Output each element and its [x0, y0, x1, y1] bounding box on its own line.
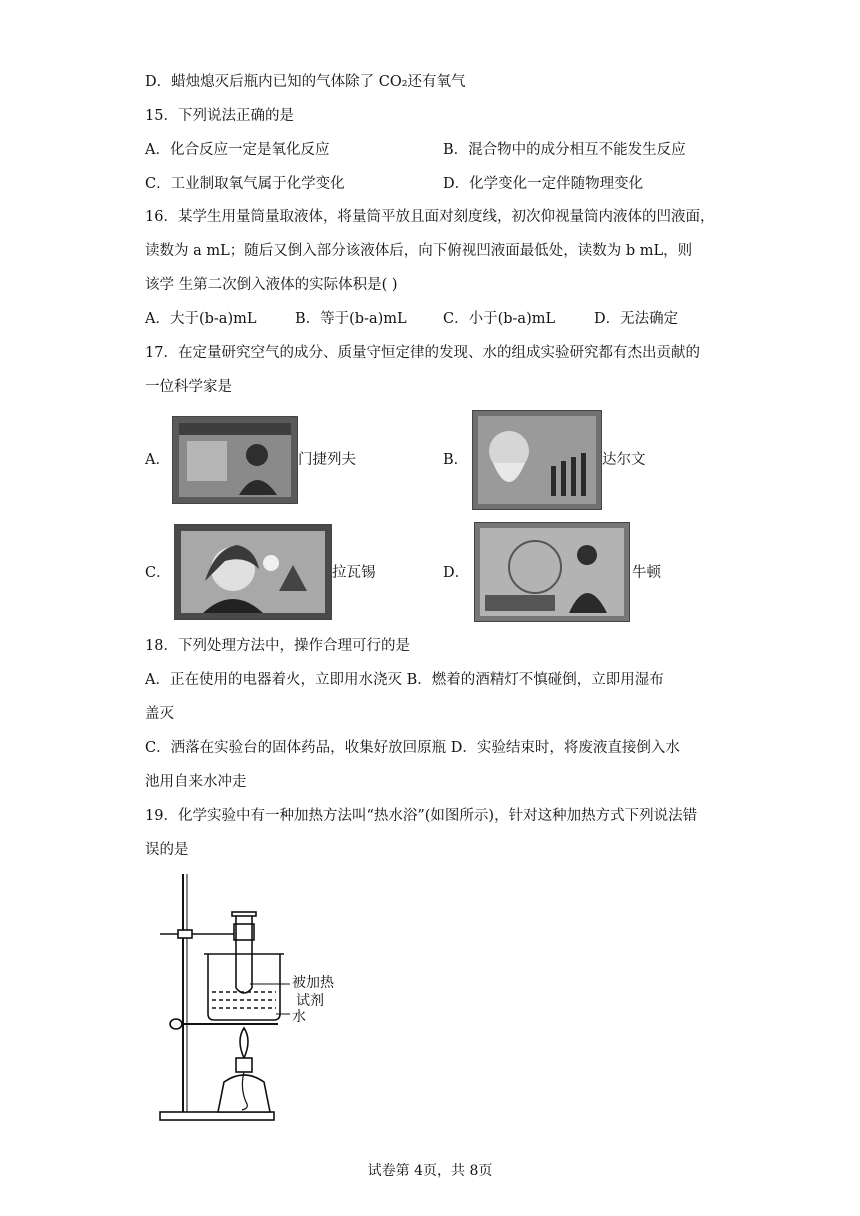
figure-label-water: 水: [292, 1009, 306, 1025]
q18-options-line4: 池用自来水冲走: [145, 774, 247, 790]
q16-option-c: C．小于(b-a)mL: [443, 311, 556, 327]
q15-option-b: B．混合物中的成分相互不能发生反应: [443, 142, 686, 158]
q18-options-line1: A．正在使用的电器着火，立即用水浇灭 B．燃着的酒精灯不慎碰倒，立即用湿布: [145, 672, 664, 688]
page-footer: 试卷第 4页，共 8页: [367, 1163, 493, 1179]
q15-stem: 15．下列说法正确的是: [145, 108, 294, 124]
q19-stem-line1: 19．化学实验中有一种加热方法叫“热水浴”(如图所示)，针对这种加热方式下列说法错: [145, 808, 698, 824]
q16-stem-line2: 读数为 a mL；随后又倒入部分该液体后，向下俯视凹液面最低处，读数为 b mL，则: [145, 243, 693, 259]
water-bath-apparatus-figure: [150, 868, 380, 1128]
q17-option-c-letter: C．: [145, 565, 171, 581]
q16-stem-line1: 16．某学生用量筒量取液体，将量筒平放且面对刻度线，初次仰视量筒内液体的凹液面，: [145, 209, 715, 225]
q16-option-d: D．无法确定: [594, 311, 679, 327]
q15-option-d: D．化学变化一定伴随物理变化: [443, 176, 644, 192]
q17-option-b-name: 达尔文: [602, 452, 646, 468]
figure-label-heated-reagent-line2: 试剂: [296, 993, 324, 1009]
q16-option-b: B．等于(b-a)mL: [295, 311, 407, 327]
lavoisier-stamp-image: [174, 524, 332, 620]
q18-options-line3: C．洒落在实验台的固体药品，收集好放回原瓶 D．实验结束时，将废液直接倒入水: [145, 740, 680, 756]
q15-option-a: A．化合反应一定是氧化反应: [145, 142, 330, 158]
q17-option-b-letter: B．: [443, 452, 469, 468]
darwin-stamp-image: [472, 410, 602, 510]
q14-option-d: D．蜡烛熄灭后瓶内已知的气体除了 CO₂还有氧气: [145, 74, 466, 90]
q17-stem-line2: 一位科学家是: [145, 379, 232, 395]
figure-label-heated-reagent-line1: 被加热: [292, 975, 334, 991]
q17-option-a-name: 门捷列夫: [298, 452, 356, 468]
q17-option-d-letter: D．: [443, 565, 470, 581]
newton-stamp-image: [474, 522, 630, 622]
q17-option-d-name: 牛顿: [632, 565, 661, 581]
q16-stem-line3: 该学 生第二次倒入液体的实际体积是( ): [145, 277, 398, 293]
q17-option-c-name: 拉瓦锡: [332, 565, 376, 581]
q15-option-c: C．工业制取氧气属于化学变化: [145, 176, 345, 192]
q19-stem-line2: 误的是: [145, 842, 189, 858]
q16-option-a: A．大于(b-a)mL: [145, 311, 257, 327]
q17-option-a-letter: A．: [145, 452, 170, 468]
q17-stem-line1: 17．在定量研究空气的成分、质量守恒定律的发现、水的组成实验研究都有杰出贡献的: [145, 345, 700, 361]
q18-stem: 18．下列处理方法中，操作合理可行的是: [145, 638, 410, 654]
q18-options-line2: 盖灭: [145, 706, 174, 722]
mendeleev-stamp-image: [172, 416, 298, 504]
